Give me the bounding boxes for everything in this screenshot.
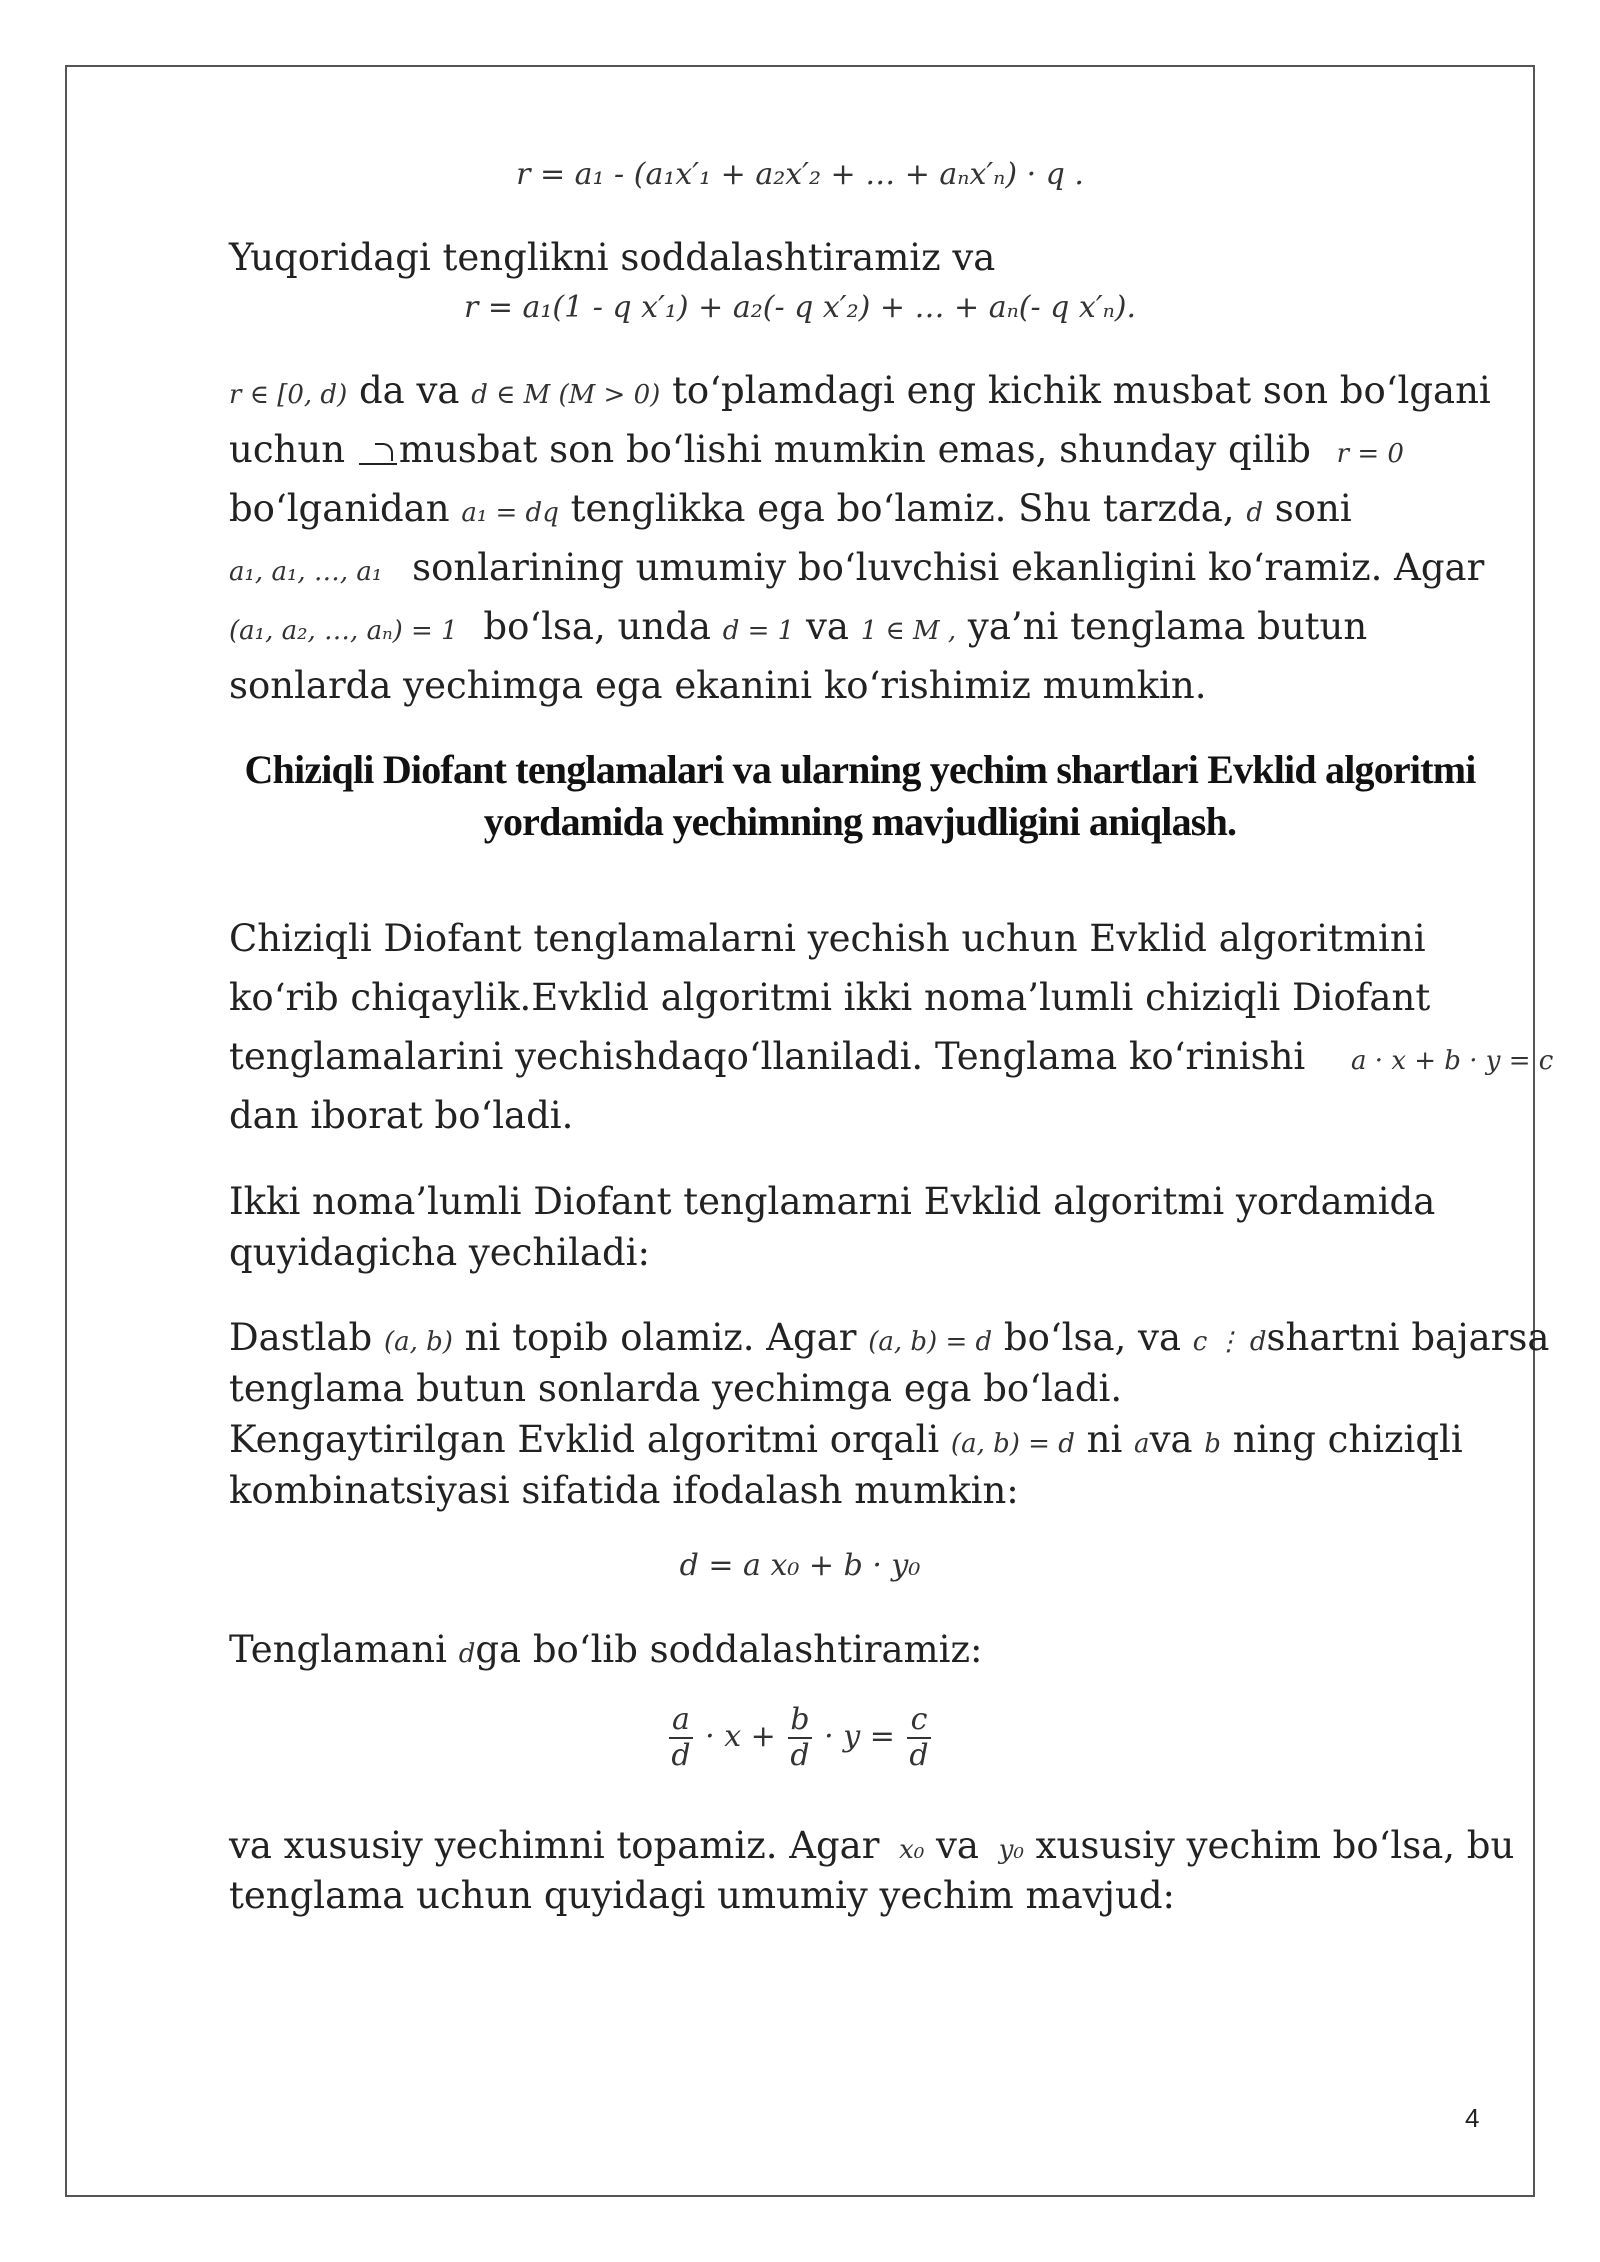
text-segment: ni topib olamiz. Agar	[464, 1316, 857, 1359]
ocr-artifact-mark	[359, 441, 397, 465]
paragraph-line: quyidagicha yechiladi:	[229, 1231, 650, 1274]
text-segment: bo‘lsa, unda	[483, 605, 711, 648]
math-d-in-M: d ∈ M (M > 0)	[471, 380, 661, 410]
paragraph-line	[229, 361, 1491, 425]
text-segment: sonlarining umumiy bo‘luvchisi ekanligini ko‘ramiz. Agar	[412, 546, 1485, 589]
numerator: c	[907, 1703, 930, 1739]
math-x0: x₀	[899, 1835, 925, 1865]
operator: · x +	[705, 1719, 776, 1754]
fraction-b-over-d	[788, 1703, 811, 1773]
text-segment: bo‘lsa, va	[1003, 1316, 1182, 1359]
math-a: a	[1134, 1429, 1150, 1459]
paragraph-line	[229, 1620, 1479, 1684]
paragraph-line	[229, 538, 1485, 602]
math-r-interval: r ∈ [0, d)	[229, 380, 348, 410]
text-segment: ga bo‘lib soddalashtiramiz:	[475, 1628, 983, 1671]
paragraph-line	[229, 420, 1479, 484]
math-ab-d: (a, b) = d	[950, 1429, 1075, 1459]
math-linear-equation: a · x + b · y = c	[1351, 1046, 1554, 1076]
math-d: d	[458, 1639, 476, 1669]
paragraph-line: dan iborat bo‘ladi.	[229, 1094, 574, 1137]
paragraph-line: sonlarda yechimga ega ekanini ko‘rishimiz mumkin.	[229, 664, 1207, 707]
math-ab-d: (a, b) = d	[868, 1327, 993, 1357]
text-segment: va	[936, 1824, 979, 1867]
math-b: b	[1204, 1429, 1221, 1459]
formula-remainder: r = a₁ - (a₁x′₁ + a₂x′₂ + … + aₙx′ₙ) · q .	[516, 157, 1084, 192]
paragraph-simplify: Yuqoridagi tenglikni soddalashtiramiz va	[229, 236, 996, 279]
paragraph-line: kombinatsiyasi sifatida ifodalash mumkin:	[229, 1469, 1019, 1512]
math-c-div-d: c ⋮ d	[1192, 1327, 1267, 1357]
denominator: d	[790, 1738, 810, 1773]
paragraph-line	[229, 597, 1479, 661]
paragraph-line: tenglama butun sonlarda yechimga ega bo‘ladi.	[229, 1367, 1123, 1410]
numerator: a	[669, 1703, 692, 1739]
text-segment: va	[1149, 1418, 1193, 1461]
math-y0: y₀	[998, 1835, 1024, 1865]
math-r-zero: r = 0	[1336, 439, 1404, 469]
text-segment: Kengaytirilgan Evklid algoritmi orqali	[229, 1418, 940, 1461]
fraction-c-over-d	[907, 1703, 930, 1773]
paragraph-line: Chiziqli Diofant tenglamalarni yechish uchun Evklid algoritmini	[229, 917, 1426, 960]
paragraph-line: ko‘rib chiqaylik.Evklid algoritmi ikki noma’lumli chiziqli Diofant	[229, 976, 1431, 1019]
text-segment: ning chiziqli	[1232, 1418, 1463, 1461]
paragraph-line	[229, 1027, 1554, 1091]
text-segment: Dastlab	[229, 1316, 373, 1359]
text-segment: va	[805, 605, 849, 648]
text-segment: Tenglamani	[229, 1628, 447, 1671]
math-a-list: a₁, a₁, …, a₁	[229, 557, 383, 587]
math-a1-dq: a₁ = dq	[461, 498, 559, 528]
text-segment: va xususiy yechimni topamiz. Agar	[229, 1824, 880, 1867]
math-ab-pair: (a, b)	[383, 1327, 453, 1357]
formula-simplified: r = a₁(1 - q x′₁) + a₂(- q x′₂) + … + aₙ(- q x′ₙ).	[463, 290, 1137, 325]
section-heading: Chiziqli Diofant tenglamalari va ularning yechim shartlari Evklid algoritmi yordamida yechimning mavjudligini aniqlash.	[244, 747, 1476, 844]
text-segment: soni	[1274, 487, 1352, 530]
math-d: d	[1246, 498, 1263, 528]
denominator: d	[671, 1738, 691, 1773]
text-segment: shartni bajarsa	[1266, 1316, 1550, 1359]
text-segment: uchun	[229, 428, 346, 471]
denominator: d	[909, 1738, 929, 1773]
page-number: 4	[1465, 2103, 1480, 2133]
math-one-in-M: 1 ∈ M ,	[860, 616, 957, 646]
formula-bezout: d = a x₀ + b · y₀	[679, 1548, 921, 1583]
fraction-a-over-d	[669, 1703, 692, 1773]
text-segment: to‘plamdagi eng kichik musbat son bo‘lgani	[672, 369, 1491, 412]
text-segment: ya’ni tenglama butun	[967, 605, 1368, 648]
paragraph-line: tenglama uchun quyidagi umumiy yechim mavjud:	[229, 1874, 1176, 1917]
paragraph-line	[229, 479, 1479, 543]
text-segment: xususiy yechim bo‘lsa, bu	[1035, 1824, 1515, 1867]
operator: · y =	[824, 1719, 895, 1754]
paragraph-line: Ikki noma’lumli Diofant tenglamarni Evklid algoritmi yordamida	[229, 1180, 1436, 1223]
text-segment: tenglikka ega bo‘lamiz. Shu tarzda,	[570, 487, 1235, 530]
text-segment: da va	[358, 369, 460, 412]
formula-divided-equation	[0, 1703, 1600, 1773]
math-gcd-one: (a₁, a₂, …, aₙ) = 1	[229, 616, 458, 646]
numerator: b	[790, 1702, 810, 1737]
text-segment: bo‘lganidan	[229, 487, 450, 530]
text-segment: tenglamalarini yechishdaqo‘llaniladi. Tenglama ko‘rinishi	[229, 1035, 1306, 1078]
text-segment: musbat son bo‘lishi mumkin emas, shunday qilib	[398, 428, 1311, 471]
text-segment: ni	[1086, 1418, 1123, 1461]
math-d-one: d = 1	[722, 616, 795, 646]
